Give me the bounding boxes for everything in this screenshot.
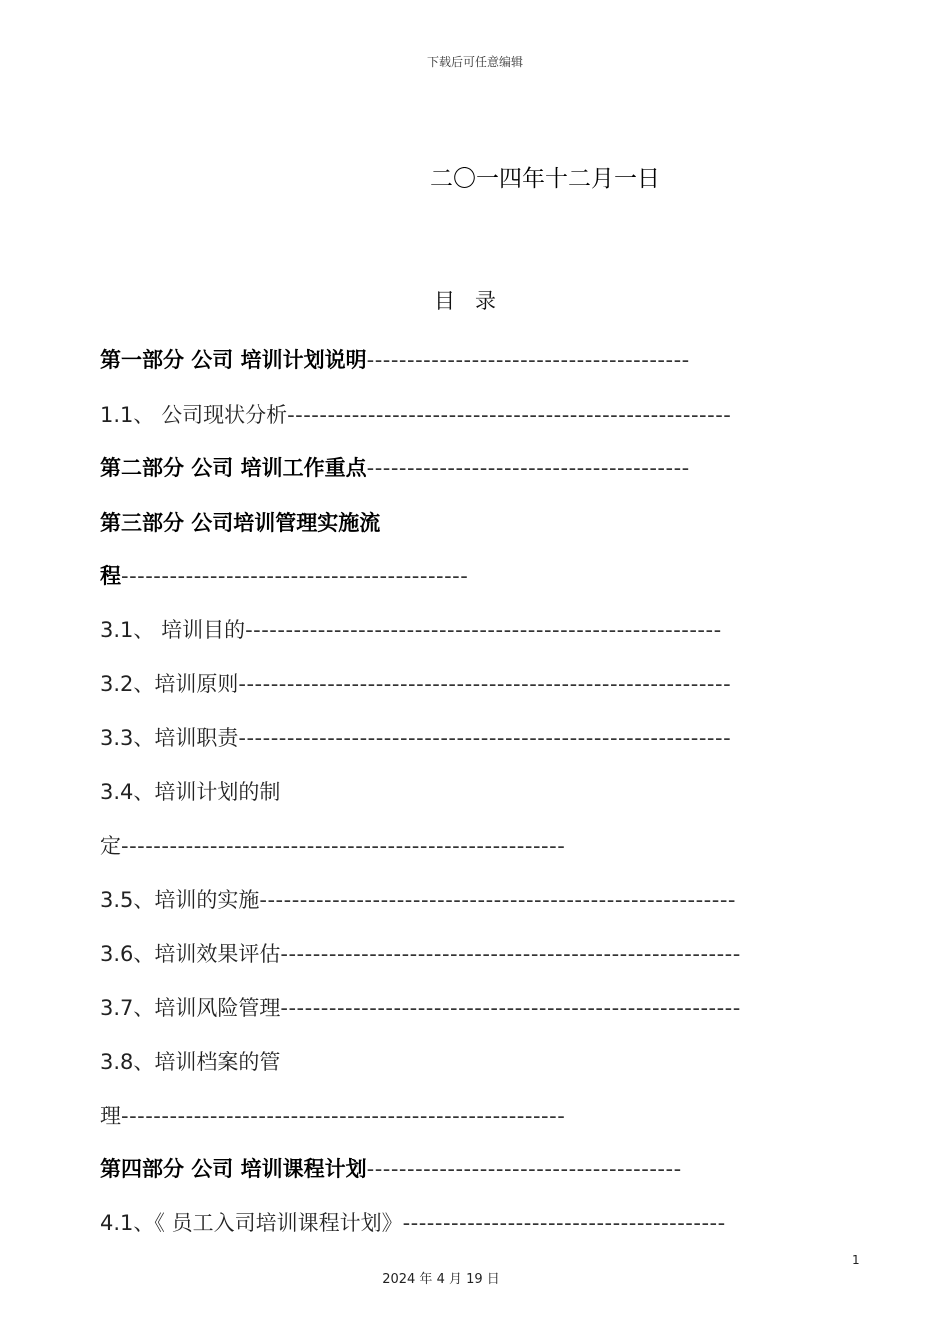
toc-entry-3-2[interactable] [100, 669, 731, 699]
toc-entry-part-3-cont[interactable] [100, 561, 468, 591]
toc-entry-part-3[interactable] [100, 508, 380, 538]
toc-entry-3-1[interactable] [100, 615, 722, 645]
toc-entry-label: 4.1、《 员工入司培训课程计划》 [100, 1211, 403, 1235]
toc-entry-label: 3.2、培训原则 [100, 672, 239, 696]
toc-entry-label: 3.4、培训计划的制 [100, 780, 281, 804]
toc-entry-label: 第一部分 公司 培训计划说明 [100, 348, 367, 372]
page-number: 1 [852, 1253, 860, 1267]
toc-entry-3-8[interactable] [100, 1047, 280, 1077]
toc-entry-3-4-cont[interactable] [100, 831, 565, 861]
toc-leader: ------------------------------------------------------- [121, 834, 566, 858]
toc-entry-label: 1.1、 公司现状分析 [100, 403, 288, 427]
toc-entry-label: 3.1、 培训目的 [100, 618, 246, 642]
toc-entry-label: 3.5、培训的实施 [100, 888, 260, 912]
toc-entry-3-8-cont[interactable] [100, 1101, 565, 1131]
toc-leader: ---------------------------------------- [366, 456, 690, 480]
toc-entry-label: 程 [100, 564, 121, 588]
toc-entry-3-5[interactable] [100, 885, 736, 915]
page-header: 下载后可任意编辑 [426, 55, 523, 69]
toc-leader: ---------------------------------------- [402, 1211, 726, 1235]
toc-leader: ------------------------------------------- [121, 564, 469, 588]
toc-entry-label: 第三部分 公司培训管理实施流 [100, 511, 381, 535]
toc-entry-1-1[interactable] [100, 400, 731, 430]
toc-entry-4-1[interactable] [100, 1208, 726, 1238]
toc-leader: ------------------------------------------------------- [287, 403, 732, 427]
toc-leader: ----------------------------------------------------------- [259, 888, 736, 912]
toc-entry-label: 3.6、培训效果评估 [100, 942, 281, 966]
document-date-title: 二〇一四年十二月一日 [430, 166, 660, 192]
page-footer-date: 2024 年 4 月 19 日 [382, 1272, 500, 1287]
toc-entry-3-7[interactable] [100, 993, 741, 1023]
toc-leader: ------------------------------------------------------------- [238, 726, 732, 750]
toc-entry-label: 第二部分 公司 培训工作重点 [100, 456, 367, 480]
toc-leader: ------------------------------------------------------------- [238, 672, 732, 696]
toc-entry-3-4[interactable] [100, 777, 280, 807]
toc-leader: --------------------------------------- [366, 1157, 682, 1181]
toc-entry-part-2[interactable] [100, 453, 690, 483]
toc-leader: --------------------------------------------------------- [280, 942, 741, 966]
toc-title: 目录 [434, 289, 516, 313]
toc-leader: ------------------------------------------------------- [121, 1104, 566, 1128]
toc-entry-label: 定 [100, 834, 121, 858]
toc-entry-part-4[interactable] [100, 1154, 682, 1184]
toc-leader: ----------------------------------------------------------- [245, 618, 722, 642]
toc-leader: --------------------------------------------------------- [280, 996, 741, 1020]
toc-entry-part-1[interactable] [100, 345, 690, 375]
toc-entry-3-3[interactable] [100, 723, 731, 753]
toc-entry-3-6[interactable] [100, 939, 741, 969]
toc-entry-label: 3.3、培训职责 [100, 726, 239, 750]
toc-entry-label: 3.8、培训档案的管 [100, 1050, 281, 1074]
toc-leader: ---------------------------------------- [366, 348, 690, 372]
toc-entry-label: 3.7、培训风险管理 [100, 996, 281, 1020]
toc-entry-label: 第四部分 公司 培训课程计划 [100, 1157, 367, 1181]
toc-entry-label: 理 [100, 1104, 121, 1128]
